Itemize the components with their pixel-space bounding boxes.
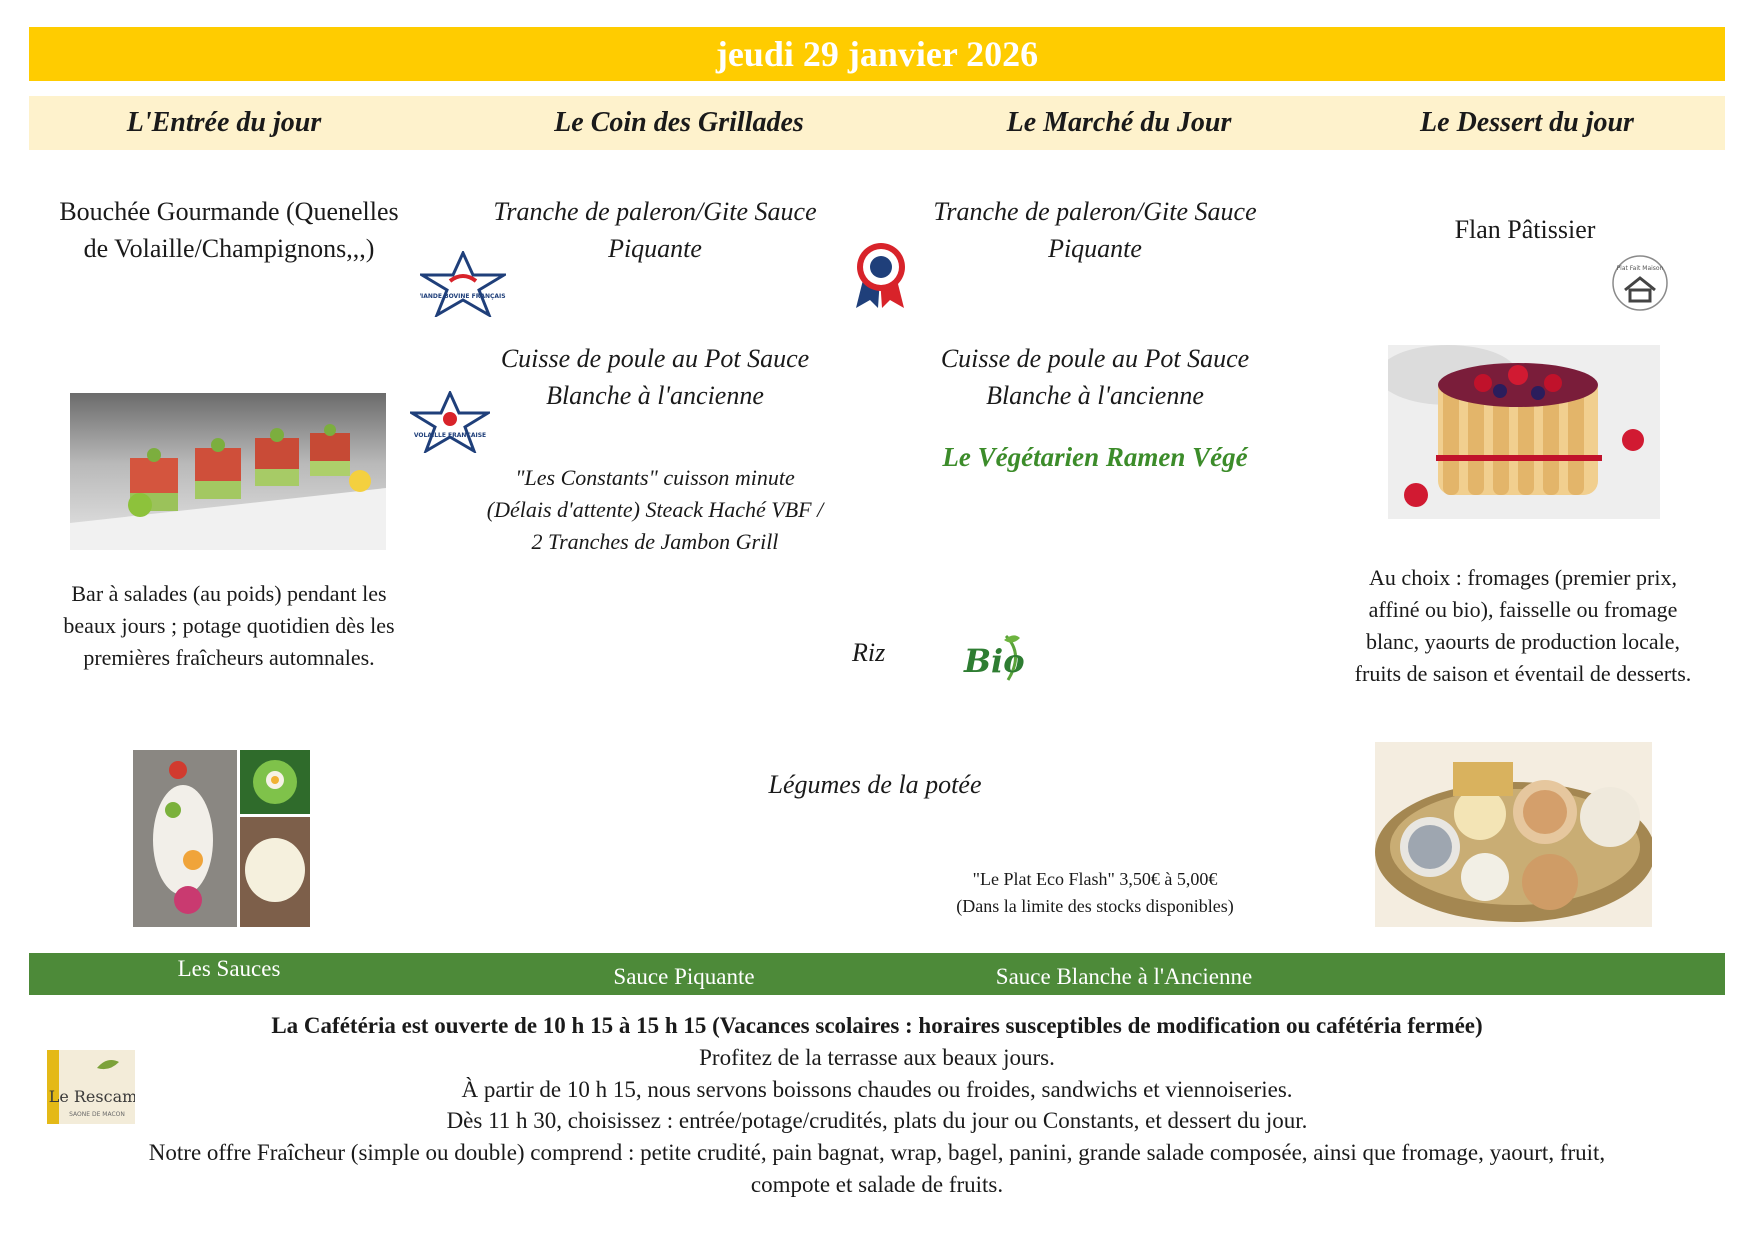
side-legumes: Légumes de la potée	[768, 770, 982, 799]
fait-maison-icon	[1605, 254, 1675, 312]
entree-photo	[70, 393, 386, 550]
menu-date: jeudi 29 janvier 2026	[715, 34, 1039, 74]
bio-icon	[960, 630, 1026, 686]
constants-line3: 2 Tranches de Jambon Grill	[531, 529, 779, 554]
constants-line2: (Délais d'attente) Steack Haché VBF /	[486, 497, 824, 522]
side-riz: Riz	[852, 638, 886, 667]
fait-maison-label: Plat Fait Maison	[1616, 265, 1664, 272]
grillades-dish2-line2: Blanche à l'ancienne	[546, 381, 764, 410]
fresh-offer-text	[29, 1137, 1725, 1201]
dessert-dish: Flan Pâtissier	[1454, 215, 1596, 244]
eco-flash-line1: "Le Plat Eco Flash" 3,50€ à 5,00€	[972, 869, 1218, 889]
dessert-choice-line1: Au choix : fromages (premier prix,	[1369, 565, 1677, 590]
cheese-photo	[1375, 742, 1652, 927]
marche-dish-1	[880, 193, 1310, 267]
bio-label: Bio	[964, 642, 1025, 680]
grillades-dish1-line2: Piquante	[608, 234, 702, 263]
viande-bovine-francaise-icon	[420, 251, 506, 317]
dessert-choice-line3: blanc, yaourts de production locale,	[1365, 629, 1680, 654]
logo-name: Le Rescam	[48, 1087, 135, 1106]
les-constants	[440, 462, 870, 558]
le-rescam-logo	[47, 1050, 135, 1124]
marche-dish-2	[880, 340, 1310, 414]
vf-label: VOLAILLE FRANÇAISE	[413, 432, 487, 439]
morning-service-text: À partir de 10 h 15, nous servons boissons chaudes ou froides, sandwichs et viennoiseries.	[461, 1077, 1293, 1102]
volaille-francaise-icon	[410, 391, 490, 453]
constants-line1: "Les Constants" cuisson minute	[515, 465, 795, 490]
marche-dish2-line1: Cuisse de poule au Pot Sauce	[940, 344, 1250, 373]
opening-hours: La Cafétéria est ouverte de 10 h 15 à 15 h 15 (Vacances scolaires : horaires susceptibles de modification ou cafétéria fermée)	[271, 1013, 1483, 1038]
dessert-choice-line2: affiné ou bio), faisselle ou fromage	[1368, 597, 1678, 622]
marche-dish1-line1: Tranche de paleron/Gite Sauce	[933, 197, 1257, 226]
dessert-photo	[1388, 345, 1660, 519]
eco-flash-line2: (Dans la limite des stocks disponibles)	[956, 896, 1234, 916]
salad-line1: Bar à salades (au poids) pendant les	[71, 581, 387, 606]
grillades-dish2-line1: Cuisse de poule au Pot Sauce	[500, 344, 810, 373]
entree-photo-2	[133, 750, 310, 927]
terrace-text: Profitez de la terrasse aux beaux jours.	[699, 1045, 1055, 1070]
eco-flash	[880, 866, 1310, 920]
salad-line3: premières fraîcheurs automnales.	[83, 645, 375, 670]
sauce-blanche: Sauce Blanche à l'Ancienne	[995, 964, 1253, 989]
fresh-offer-line2: compote et salade de fruits.	[750, 1172, 1004, 1197]
sauce-piquante: Sauce Piquante	[613, 964, 755, 989]
column-header-entree: L'Entrée du jour	[126, 107, 322, 138]
dessert-choice-line4: fruits de saison et éventail de desserts.	[1354, 661, 1692, 686]
marche-dish1-line2: Piquante	[1048, 234, 1142, 263]
column-header-marche: Le Marché du Jour	[1006, 107, 1232, 138]
grillades-dish-2	[440, 340, 870, 414]
marche-dish2-line2: Blanche à l'ancienne	[986, 381, 1204, 410]
column-headers	[29, 96, 1725, 150]
vbf-label: VIANDE BOVINE FRANÇAISE	[420, 293, 506, 300]
vegetarian-dish: Le Végétarien Ramen Végé	[942, 442, 1248, 472]
date-banner	[29, 27, 1725, 81]
dessert-choice-text	[1318, 562, 1728, 690]
entree-dish	[29, 193, 429, 267]
column-header-grillades: Le Coin des Grillades	[554, 107, 804, 138]
salad-bar-text	[29, 578, 429, 674]
logo-subtitle: SAONE DE MACON	[69, 1111, 125, 1118]
entree-dish-line2: de Volaille/Champignons,,,)	[83, 234, 375, 263]
column-header-dessert: Le Dessert du jour	[1420, 107, 1634, 138]
sauces-bar	[29, 953, 1725, 995]
fresh-offer-line1: Notre offre Fraîcheur (simple ou double) comprend : petite crudité, pain bagnat, wrap, bagel, panini, grande salade composée, ainsi que fromage, yaourt, fruit,	[148, 1140, 1606, 1165]
entree-dish-line1: Bouchée Gourmande (Quenelles	[59, 197, 399, 226]
grillades-dish1-line1: Tranche de paleron/Gite Sauce	[493, 197, 817, 226]
lunch-service-text: Dès 11 h 30, choisissez : entrée/potage/crudités, plats du jour ou Constants, et dessert du jour.	[446, 1108, 1308, 1133]
sauces-label: Les Sauces	[177, 956, 281, 981]
salad-line2: beaux jours ; potage quotidien dès les	[63, 613, 395, 638]
